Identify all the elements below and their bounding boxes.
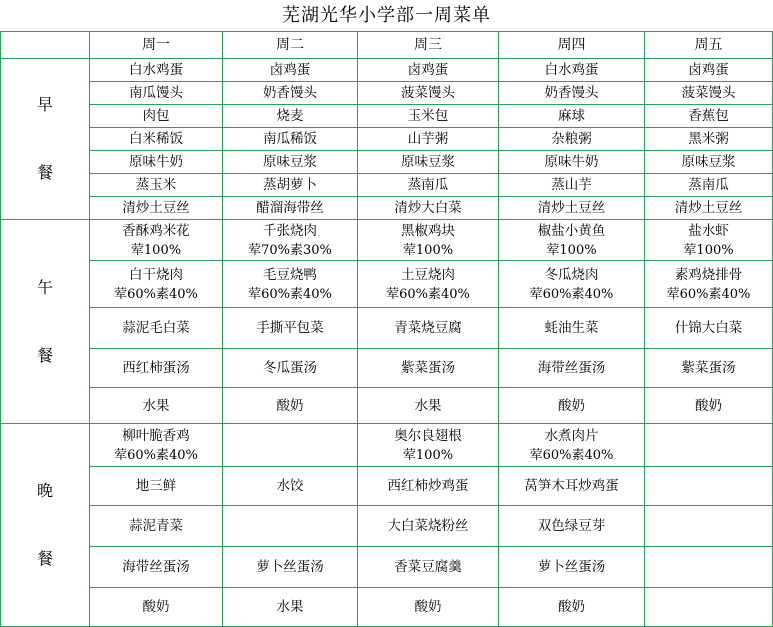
dish-name: 肉包: [142, 108, 170, 124]
dish-name: 醋溜海带丝: [256, 200, 324, 216]
dish-name: 白米稀饭: [129, 131, 183, 147]
breakfast-dish-cell: [358, 105, 499, 128]
dinner-dish-cell: [223, 467, 358, 506]
breakfast-dish-cell: [90, 197, 223, 220]
lunch-dish-cell: [358, 261, 499, 308]
breakfast-dish-cell: [499, 197, 645, 220]
dish-name: 蒜泥青菜: [129, 518, 183, 534]
breakfast-dish-cell: [499, 128, 645, 151]
lunch-dish-cell: [645, 388, 773, 424]
breakfast-section: [1, 59, 773, 220]
dish-name: 什锦大白菜: [674, 320, 743, 336]
breakfast-dish-cell: [90, 151, 223, 174]
dinner-dish-cell: [499, 588, 645, 627]
dish-name: 奶香馒头: [544, 85, 599, 101]
dish-name: 蚝油生菜: [544, 320, 599, 336]
dish-ratio: 荤100%: [546, 243, 597, 258]
dinner-row: [1, 506, 773, 547]
breakfast-row: [1, 174, 773, 197]
dish-name: 黑米粥: [688, 131, 729, 147]
breakfast-dish-cell: [358, 59, 499, 82]
menu-title: 芜湖光华小学部一周菜单: [1, 0, 773, 32]
dinner-section: [1, 424, 773, 627]
breakfast-dish-cell: [645, 151, 773, 174]
breakfast-dish-cell: [499, 174, 645, 197]
dinner-dish-cell: [90, 424, 223, 467]
dish-name: 海带丝蛋汤: [537, 360, 606, 376]
dish-name: 土豆烧肉: [401, 267, 455, 283]
dish-name: 莴笋木耳炒鸡蛋: [524, 478, 619, 494]
dish-name: 卤鸡蛋: [269, 62, 311, 78]
dish-name: 蒸玉米: [135, 177, 177, 193]
lunch-row: [1, 261, 773, 308]
lunch-dish-cell: [499, 349, 645, 388]
dish-name: 千张烧肉: [263, 223, 317, 239]
dish-name: 酸奶: [414, 599, 442, 615]
dish-name: 烧麦: [276, 108, 304, 124]
dish-ratio: 荤100%: [402, 243, 454, 258]
breakfast-row: [1, 59, 773, 82]
breakfast-dish-cell: [358, 197, 499, 220]
dish-ratio: 荤60%素40%: [666, 287, 751, 302]
dish-name: 水煮肉片: [544, 428, 599, 444]
dish-name: 麻球: [558, 108, 585, 124]
dinner-dish-cell: [358, 506, 499, 547]
breakfast-dish-cell: [358, 174, 499, 197]
breakfast-dish-cell: [645, 82, 773, 105]
dish-name: 清炒土豆丝: [674, 200, 743, 216]
day-header: 周四: [499, 32, 645, 59]
dinner-dish-cell: [90, 547, 223, 588]
lunch-dish-cell: [499, 308, 645, 349]
dinner-dish-cell: [499, 506, 645, 547]
dish-name: 原味牛奶: [129, 154, 183, 170]
breakfast-dish-cell: [90, 82, 223, 105]
dish-name: 原味豆浆: [401, 154, 455, 170]
dish-name: 萝卜丝蛋汤: [537, 559, 606, 575]
breakfast-dish-cell: [223, 151, 358, 174]
lunch-section: [1, 220, 773, 424]
dish-ratio: 荤60%素40%: [529, 287, 614, 302]
breakfast-dish-cell: [645, 128, 773, 151]
dish-ratio: 荤60%素40%: [114, 448, 198, 463]
lunch-dish-cell: [645, 349, 773, 388]
dish-name: 冬瓜烧肉: [544, 267, 599, 283]
breakfast-dish-cell: [90, 174, 223, 197]
lunch-dish-cell: [358, 308, 499, 349]
breakfast-dish-cell: [645, 197, 773, 220]
breakfast-label-char: 餐: [36, 163, 53, 182]
dish-name: 冬瓜蛋汤: [263, 360, 317, 376]
dish-name: 蒸南瓜: [407, 177, 449, 193]
day-header: 周一: [90, 32, 223, 59]
dinner-row: [1, 547, 773, 588]
lunch-dish-cell: [223, 388, 358, 424]
dish-name: 双色绿豆芽: [537, 518, 606, 534]
day-header: 周五: [645, 32, 773, 59]
dish-name: 盐水虾: [688, 223, 729, 239]
dinner-dish-cell: [645, 547, 773, 588]
lunch-label: [1, 220, 90, 424]
dish-name: 酸奶: [695, 397, 723, 414]
dinner-dish-cell: [499, 547, 645, 588]
dish-ratio: 荤100%: [130, 243, 182, 258]
dish-name: 奶香馒头: [263, 85, 317, 101]
dish-name: 白水鸡蛋: [544, 62, 599, 78]
dinner-dish-cell: [358, 424, 499, 467]
dish-name: 青菜烧豆腐: [394, 320, 462, 336]
dish-name: 酸奶: [142, 599, 170, 615]
day-header: 周二: [223, 32, 358, 59]
dish-name: 卤鸡蛋: [407, 62, 449, 78]
dish-ratio: 荤60%素40%: [114, 287, 198, 302]
dish-ratio: 荤60%素40%: [529, 448, 614, 463]
lunch-dish-cell: [499, 220, 645, 261]
dinner-dish-cell: [90, 506, 223, 547]
dish-name: 南瓜稀饭: [263, 131, 317, 147]
dinner-label: [1, 424, 90, 627]
dinner-dish-cell: [499, 467, 645, 506]
dish-name: 酸奶: [276, 397, 304, 414]
breakfast-label: [1, 59, 90, 220]
dish-name: 原味牛奶: [544, 154, 599, 170]
dish-name: 毛豆烧鸭: [263, 267, 317, 283]
dish-name: 柳叶脆香鸡: [122, 428, 190, 444]
breakfast-dish-cell: [90, 128, 223, 151]
dish-name: 大白菜烧粉丝: [387, 518, 469, 534]
breakfast-dish-cell: [358, 151, 499, 174]
lunch-dish-cell: [358, 220, 499, 261]
breakfast-row: [1, 105, 773, 128]
breakfast-dish-cell: [645, 105, 773, 128]
breakfast-dish-cell: [223, 82, 358, 105]
lunch-dish-cell: [90, 261, 223, 308]
dish-name: 菠菜馒头: [401, 85, 455, 101]
dish-name: 山芋粥: [407, 131, 449, 147]
dish-name: 原味豆浆: [263, 154, 317, 170]
dinner-dish-cell: [645, 424, 773, 467]
dish-name: 杂粮粥: [551, 131, 592, 147]
dish-name: 玉米包: [407, 108, 449, 124]
dish-name: 清炒土豆丝: [122, 200, 190, 216]
dish-name: 蒜泥毛白菜: [122, 320, 190, 336]
dish-name: 奥尔良翅根: [394, 428, 462, 444]
breakfast-dish-cell: [223, 59, 358, 82]
lunch-dish-cell: [645, 308, 773, 349]
dish-name: 蒸山芋: [551, 177, 592, 193]
dish-name: 原味豆浆: [681, 154, 736, 170]
dish-ratio: 荤60%素40%: [386, 287, 470, 302]
breakfast-dish-cell: [499, 151, 645, 174]
breakfast-dish-cell: [499, 105, 645, 128]
dish-name: 萝卜丝蛋汤: [256, 559, 324, 575]
dish-name: 海带丝蛋汤: [122, 559, 190, 575]
day-header: 周三: [358, 32, 499, 59]
breakfast-row: [1, 197, 773, 220]
dish-name: 白水鸡蛋: [129, 62, 183, 78]
dinner-dish-cell: [223, 547, 358, 588]
dish-name: 蒸胡萝卜: [263, 177, 317, 193]
dinner-dish-cell: [223, 424, 358, 467]
breakfast-label-char: 早: [36, 95, 53, 114]
lunch-dish-cell: [499, 261, 645, 308]
dinner-dish-cell: [645, 506, 773, 547]
dish-name: 香酥鸡米花: [122, 223, 190, 239]
dish-name: 地三鲜: [135, 478, 177, 494]
dinner-dish-cell: [645, 588, 773, 627]
breakfast-dish-cell: [223, 174, 358, 197]
lunch-dish-cell: [90, 220, 223, 261]
breakfast-row: [1, 128, 773, 151]
dish-name: 素鸡烧排骨: [674, 267, 743, 283]
dish-name: 紫菜蛋汤: [401, 360, 455, 376]
dish-name: 菠菜馒头: [681, 85, 736, 101]
breakfast-dish-cell: [90, 59, 223, 82]
lunch-dish-cell: [645, 261, 773, 308]
dinner-row: [1, 467, 773, 506]
lunch-row: [1, 308, 773, 349]
dish-ratio: 荤100%: [402, 448, 454, 463]
dish-ratio: 荤100%: [683, 243, 734, 258]
dish-name: 水果: [142, 397, 170, 414]
breakfast-dish-cell: [223, 128, 358, 151]
dinner-dish-cell: [358, 547, 499, 588]
breakfast-dish-cell: [358, 82, 499, 105]
dish-name: 水饺: [276, 478, 304, 494]
dish-ratio: 荤70%素30%: [248, 243, 332, 258]
lunch-dish-cell: [499, 388, 645, 424]
breakfast-row: [1, 82, 773, 105]
breakfast-dish-cell: [223, 197, 358, 220]
lunch-dish-cell: [223, 349, 358, 388]
lunch-dish-cell: [90, 388, 223, 424]
dish-name: 清炒土豆丝: [537, 200, 606, 216]
lunch-dish-cell: [223, 220, 358, 261]
lunch-row: [1, 388, 773, 424]
breakfast-dish-cell: [90, 105, 223, 128]
lunch-label-char: 餐: [36, 345, 53, 365]
dinner-dish-cell: [90, 467, 223, 506]
dish-name: 手撕平包菜: [256, 320, 324, 336]
dish-name: 清炒大白菜: [394, 200, 462, 216]
dinner-dish-cell: [358, 467, 499, 506]
dinner-dish-cell: [90, 588, 223, 627]
dinner-row: [1, 588, 773, 627]
corner-cell: [1, 32, 90, 59]
day-header-row: [1, 32, 773, 59]
dish-name: 黑椒鸡块: [401, 223, 455, 239]
dish-name: 香菜豆腐羹: [394, 559, 462, 575]
dish-name: 香蕉包: [688, 108, 729, 124]
lunch-dish-cell: [90, 308, 223, 349]
lunch-dish-cell: [358, 349, 499, 388]
dish-name: 酸奶: [558, 599, 585, 615]
dinner-row: [1, 424, 773, 467]
lunch-label-char: 午: [36, 277, 53, 297]
dish-name: 蒸南瓜: [688, 177, 729, 193]
dinner-dish-cell: [358, 588, 499, 627]
breakfast-dish-cell: [645, 59, 773, 82]
dish-name: 紫菜蛋汤: [681, 360, 736, 376]
dish-name: 南瓜馒头: [129, 85, 183, 101]
lunch-row: [1, 220, 773, 261]
lunch-dish-cell: [90, 349, 223, 388]
dish-name: 椒盐小黄鱼: [537, 223, 606, 239]
lunch-row: [1, 349, 773, 388]
dinner-dish-cell: [645, 467, 773, 506]
dish-name: 白干烧肉: [129, 267, 183, 283]
lunch-dish-cell: [223, 308, 358, 349]
breakfast-dish-cell: [645, 174, 773, 197]
dinner-label-char: 晚: [36, 481, 53, 500]
dish-name: 西红柿蛋汤: [122, 360, 190, 376]
dish-name: 西红柿炒鸡蛋: [387, 478, 469, 494]
dinner-dish-cell: [499, 424, 645, 467]
dish-name: 酸奶: [558, 397, 585, 414]
dinner-label-char: 餐: [36, 549, 53, 568]
breakfast-dish-cell: [358, 128, 499, 151]
breakfast-dish-cell: [499, 82, 645, 105]
dish-name: 水果: [276, 599, 304, 615]
lunch-dish-cell: [358, 388, 499, 424]
lunch-dish-cell: [645, 220, 773, 261]
dish-name: 水果: [414, 397, 442, 414]
breakfast-dish-cell: [499, 59, 645, 82]
dish-name: 卤鸡蛋: [688, 62, 729, 78]
title-row: [1, 0, 773, 32]
breakfast-row: [1, 151, 773, 174]
dinner-dish-cell: [223, 588, 358, 627]
breakfast-dish-cell: [223, 105, 358, 128]
dish-ratio: 荤60%素40%: [248, 287, 332, 302]
lunch-dish-cell: [223, 261, 358, 308]
dinner-dish-cell: [223, 506, 358, 547]
